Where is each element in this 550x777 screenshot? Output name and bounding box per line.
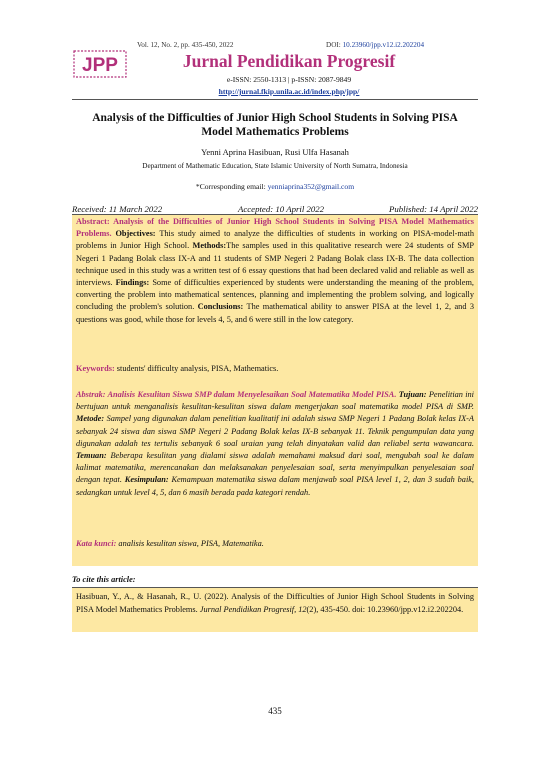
doi-info: DOI: 10.23960/jpp.v12.i2.202204 xyxy=(326,41,425,49)
keywords-id: Kata kunci: analisis kesulitan siswa, PISA, Matematika. xyxy=(76,539,264,548)
issn: e-ISSN: 2550-1313 | p-ISSN: 2087-9849 xyxy=(226,75,352,84)
corresponding-email: *Corresponding email: yenniaprina352@gmail.com xyxy=(195,182,355,191)
keywords-en: Keywords: students' difficulty analysis, PISA, Mathematics. xyxy=(76,364,279,373)
title-line-1: Analysis of the Difficulties of Junior High School Students in Solving PISA xyxy=(92,112,458,124)
abstract-en: Abstract: Analysis of the Difficulties of Junior High School Students in Solving PISA Model Mathematics Problems. Objectives: This study aimed to analyze the difficulties of students in working on PISA-model-math problems in Junior High School. Methods:The samples used in this qualitative research were 24 students of SMP Negeri 1 Padang Bolak class IX-A and 11 students of SMP Negeri 2 Padang Bolak class IX-B. The data collection technique used in this study was a written test of 6 essay questions that had been declared valid and reliable as well as interviews. Findings: Some of difficulties experienced by students were understanding the meaning of the problem, converting the problem into mathematical sentences, planning and implementing the problem solving, and logically concluding the problem's solution. Conclusions: The mathematical ability to answer PISA at the level 1, 2, and 3 questions was good, while those for levels 4, 5, and 6 were still in the low category. xyxy=(76,217,474,324)
page-number: 435 xyxy=(268,706,282,716)
journal-url xyxy=(0,87,550,96)
date-published: Published: 14 April 2022 xyxy=(388,204,478,214)
title-line-2: Model Mathematics Problems xyxy=(201,126,349,138)
volume-info: Vol. 12, No. 2, pp. 435-450, 2022 xyxy=(137,41,234,49)
journal-url-link[interactable]: http://jurnal.fkip.unila.ac.id/index.php/jpp/ xyxy=(218,87,360,96)
citation-heading: To cite this article: xyxy=(72,575,136,584)
logo-text: JPP xyxy=(82,55,118,76)
email-link[interactable]: yenniaprina352@gmail.com xyxy=(267,182,355,191)
article-title xyxy=(72,111,478,139)
affiliation: Department of Mathematic Education, State Islamic University of North Sumatra, Indonesia xyxy=(142,162,408,170)
abstract-en-heading: Abstract: Analysis of the Difficulties of Junior High School Students in Solving PISA Model Mathematics Problems. xyxy=(76,217,474,239)
doi-link[interactable]: 10.23960/jpp.v12.i2.202204 xyxy=(342,41,425,49)
date-received: Received: 11 March 2022 xyxy=(72,204,163,214)
abstract-id: Abstrak: Analisis Kesulitan Siswa SMP dalam Menyelesaikan Soal Matematika Model PISA. Tujuan: Penelitian ini bertujuan untuk menganalisis kesulitan-kesulitan siswa dalam mengerjakan soal matematika model PISA di SMP. Metode: Sampel yang digunakan dalam penelitian kualitatif ini adalah siswa SMP Negeri 1 Padang Bolak kelas IX-A sebanyak 24 siswa dan siswa SMP Negeri 2 Padang Bolak kelas IX-B sebanyak 11. Teknik pengumpulan data yang digunakan adalah tes tertulis sebanyak 6 soal uraian yang telah dinyatakan valid dan reliabel serta wawancara. Temuan: Beberapa kesulitan yang dialami siswa adalah memahami maksud dari soal, mengubah soal ke dalam kalimat matematika, merencanakan dan melaksanakan penyelesaian soal, serta menyimpulkan penyelesaian soal dengan tepat. Kesimpulan: Kemampuan matematika siswa dalam menjawab soal PISA level 1, 2, dan 3 sudah baik, sedangkan untuk level 4, 5, dan 6 masih berada pada kategori rendah. xyxy=(76,390,475,497)
citation-text: Hasibuan, Y., A., & Hasanah, R., U. (2022). Analysis of the Difficulties of Junior High School Students in Solving PISA Model Mathematics Problems. Jurnal Pendidikan Progresif, 12(2), 435-450. doi: 10.23960/jpp.v12.i2.202204. xyxy=(76,592,474,614)
abstract-id-heading: Abstrak: Analisis Kesulitan Siswa SMP dalam Menyelesaikan Soal Matematika Model PISA. xyxy=(76,390,397,399)
journal-name: Jurnal Pendidikan Progresif xyxy=(182,51,396,71)
header-rule xyxy=(72,99,478,100)
date-accepted: Accepted: 10 April 2022 xyxy=(238,204,325,214)
authors: Yenni Aprina Hasibuan, Rusi Ulfa Hasanah xyxy=(201,147,349,157)
